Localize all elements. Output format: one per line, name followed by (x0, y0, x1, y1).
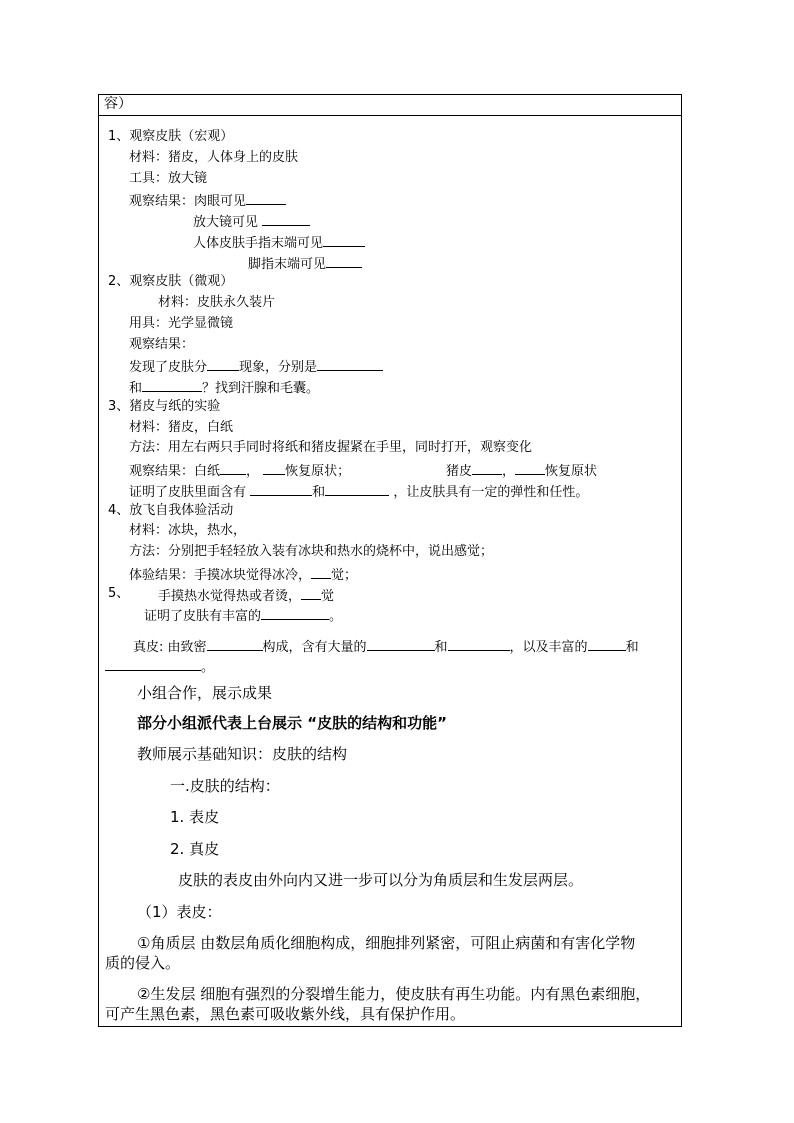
section-4-material: 材料：冰块，热水， (129, 523, 247, 538)
blank[interactable] (262, 213, 310, 226)
section-4-method: 方法：分别把手轻轻放入装有冰块和热水的烧杯中，说出感觉； (129, 544, 494, 559)
blank[interactable] (472, 462, 502, 475)
dermis-line-2: 。 (105, 658, 214, 674)
section-2-heading: 2、观察皮肤（微观） (108, 274, 234, 289)
section-1-heading: 1、观察皮肤（宏观） (108, 129, 234, 144)
section-4-proof: 证明了皮肤有丰富的 。 (144, 609, 343, 624)
section-2-tool: 用具：光学显微镜 (129, 316, 234, 331)
blank[interactable] (246, 192, 286, 205)
blank[interactable] (325, 483, 389, 496)
blank[interactable] (317, 358, 383, 371)
dermis-line: 真皮: 由致密 构成，含有大量的 和 ，以及丰富的 和 (133, 640, 639, 655)
section-3-heading: 3、猪皮与纸的实验 (108, 399, 221, 414)
epidermis-description: 皮肤的表皮由外向内又进一步可以分为角质层和生发层两层。 (178, 871, 584, 889)
section-3-result: 观察结果：白纸 ， 恢复原状； (129, 464, 351, 479)
blank[interactable] (301, 587, 321, 600)
blank[interactable] (311, 566, 331, 579)
blank[interactable] (263, 462, 285, 475)
blank[interactable] (323, 234, 365, 247)
section-4-result-ice: 体验结果：手摸冰块觉得冰冷， 觉； (129, 568, 358, 583)
section-2-result-label: 观察结果： (129, 337, 195, 352)
section-3-result-pigskin: 猪皮 ， 恢复原状 (446, 464, 598, 479)
blank[interactable] (326, 255, 362, 268)
blank[interactable] (105, 658, 201, 671)
blank[interactable] (142, 379, 202, 392)
blank[interactable] (261, 607, 329, 620)
section-1-result-magnifier: 放大镜可见 (193, 213, 310, 229)
section-3-material: 材料：猪皮，白纸 (129, 420, 234, 435)
section-4-result-hot: 手摸热水觉得热或者烫， 觉 (158, 589, 335, 604)
section-3-conclusion: 证明了皮肤里面含有 和 ，让皮肤具有一定的弹性和任性。 (129, 485, 589, 500)
section-1-result-naked-eye: 观察结果：肉眼可见 (129, 192, 286, 208)
structure-item-dermis: 2. 真皮 (170, 840, 220, 858)
blank[interactable] (207, 638, 263, 651)
structure-title: 一.皮肤的结构： (170, 777, 280, 795)
group-cooperation: 小组合作，展示成果 (137, 684, 273, 702)
cornified-layer-line-1: ①角质层 由数层角质化细胞构成，细胞排列紧密，可阻止病菌和有害化学物 (137, 934, 636, 952)
section-2-material: 材料：皮肤永久装片 (158, 295, 276, 310)
section-1-result-fingertip: 人体皮肤手指末端可见 (193, 234, 365, 250)
structure-item-epidermis: 1. 表皮 (170, 808, 220, 826)
teacher-basics: 教师展示基础知识：皮肤的结构 (137, 745, 348, 763)
group-show-heading: 部分小组派代表上台展示 “皮肤的结构和功能” (137, 714, 447, 732)
blank[interactable] (588, 638, 626, 651)
blank[interactable] (207, 358, 239, 371)
section-1-result-toetip: 脚指末端可见 (248, 255, 362, 271)
germinal-layer-line-2: 可产生黑色素，黑色素可吸收紫外线，具有保护作用。 (105, 1005, 466, 1023)
blank[interactable] (515, 462, 545, 475)
epidermis-heading: （1）表皮： (137, 903, 222, 921)
blank[interactable] (367, 638, 435, 651)
blank[interactable] (250, 483, 312, 496)
section-3-method: 方法：用左右两只手同时将纸和猪皮握紧在手里，同时打开，观察变化 (129, 440, 533, 455)
row-divider (98, 115, 682, 116)
section-4-heading: 4、放飞自我体验活动 (108, 503, 234, 518)
section-5-number: 5、 (108, 586, 130, 601)
section-2-layers-line-2: 和 ？找到汗腺和毛囊。 (129, 381, 320, 396)
germinal-layer-line-1: ②生发层 细胞有强烈的分裂增生能力，使皮肤有再生功能。内有黑色素细胞， (137, 985, 651, 1003)
section-1-material: 材料：猪皮，人体身上的皮肤 (129, 150, 299, 165)
section-1-tool: 工具：放大镜 (129, 171, 208, 186)
section-2-layers-line: 发现了皮肤分 现象，分别是 (129, 358, 383, 374)
blank[interactable] (448, 638, 510, 651)
cornified-layer-line-2: 质的侵入。 (105, 954, 181, 972)
continuation-text: 容） (104, 96, 132, 112)
blank[interactable] (220, 462, 246, 475)
